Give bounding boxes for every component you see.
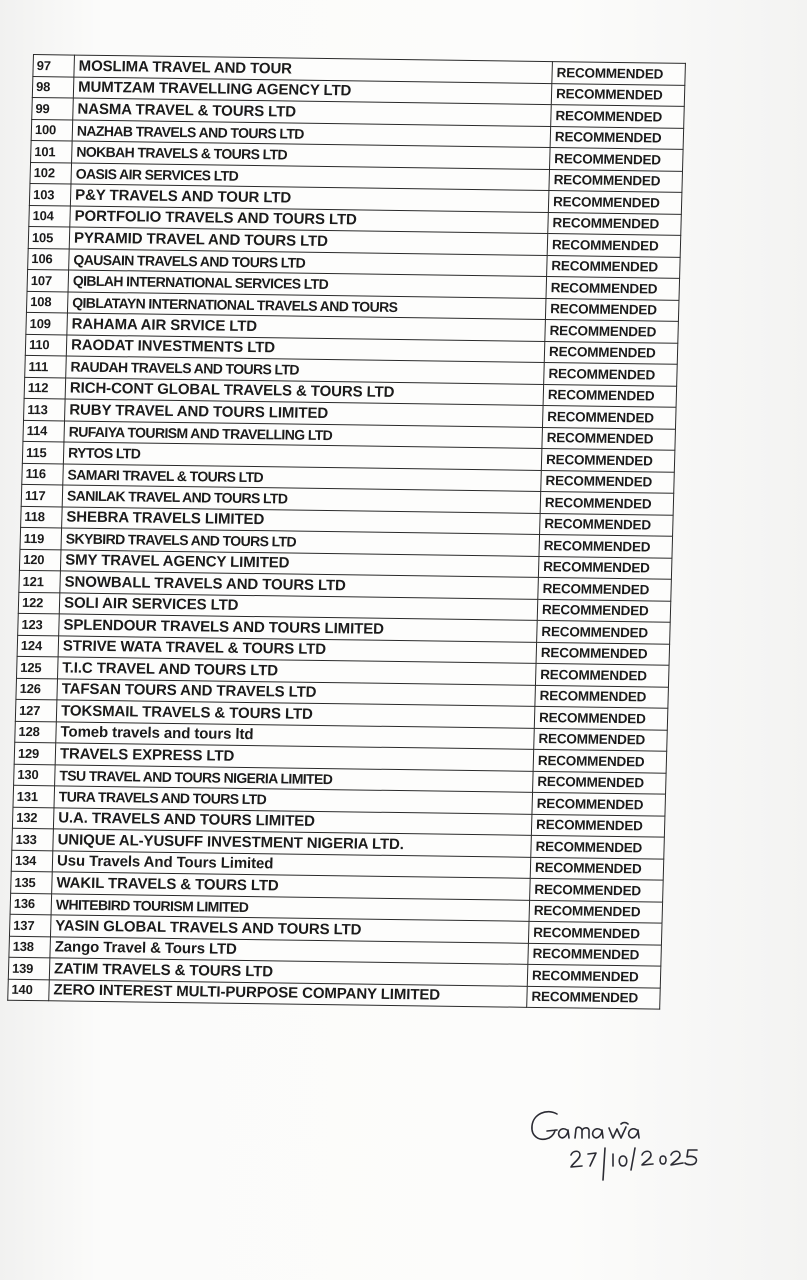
row-number-cell: 98 — [32, 76, 74, 98]
agency-name-cell: Tomeb travels and tours ltd — [56, 721, 535, 749]
agency-name-cell: RUFAIYA TOURISM AND TRAVELLING LTD — [64, 420, 543, 448]
agency-name-cell: TSU TRAVEL AND TOURS NIGERIA LIMITED — [55, 764, 534, 792]
row-number-cell: 133 — [12, 828, 54, 850]
status-cell: RECOMMENDED — [540, 491, 674, 514]
status-cell: RECOMMENDED — [551, 105, 685, 128]
agency-name-cell: TOKSMAIL TRAVELS & TOURS LTD — [56, 700, 535, 728]
status-cell: RECOMMENDED — [533, 771, 667, 794]
row-number-cell: 104 — [29, 205, 71, 227]
status-cell: RECOMMENDED — [534, 706, 668, 729]
status-cell: RECOMMENDED — [547, 234, 681, 257]
agency-name-cell: P&Y TRAVELS AND TOUR LTD — [70, 184, 549, 212]
status-cell: RECOMMENDED — [551, 83, 685, 106]
status-cell: RECOMMENDED — [536, 642, 670, 665]
status-cell: RECOMMENDED — [549, 169, 683, 192]
row-number-cell: 108 — [26, 291, 68, 313]
status-cell: RECOMMENDED — [548, 191, 682, 214]
status-cell: RECOMMENDED — [552, 62, 686, 85]
row-number-cell: 112 — [24, 377, 66, 399]
status-cell: RECOMMENDED — [529, 900, 663, 923]
agency-name-cell: U.A. TRAVELS AND TOURS LIMITED — [53, 807, 532, 835]
agency-name-cell: RAODAT INVESTMENTS LTD — [66, 334, 545, 362]
agency-name-cell: SKYBIRD TRAVELS AND TOURS LTD — [61, 528, 540, 556]
row-number-cell: 128 — [15, 721, 57, 743]
status-cell: RECOMMENDED — [527, 964, 661, 987]
agency-name-cell: ZERO INTEREST MULTI-PURPOSE COMPANY LIMITED — [49, 979, 528, 1007]
agency-name-cell: RYTOS LTD — [63, 442, 542, 470]
row-number-cell: 123 — [18, 613, 60, 635]
status-cell: RECOMMENDED — [535, 663, 669, 686]
handwritten-signature — [525, 1100, 755, 1190]
row-number-cell: 114 — [23, 420, 65, 442]
status-cell: RECOMMENDED — [537, 599, 671, 622]
status-cell: RECOMMENDED — [528, 921, 662, 944]
row-number-cell: 116 — [22, 463, 64, 485]
agency-name-cell: STRIVE WATA TRAVEL & TOURS LTD — [58, 635, 537, 663]
row-number-cell: 140 — [8, 979, 50, 1001]
row-number-cell: 97 — [33, 55, 75, 77]
status-cell: RECOMMENDED — [544, 341, 678, 364]
row-number-cell: 137 — [9, 914, 51, 936]
row-number-cell: 122 — [18, 592, 60, 614]
signature-drawing — [525, 1100, 755, 1190]
status-cell: RECOMMENDED — [528, 943, 662, 966]
row-number-cell: 132 — [12, 807, 54, 829]
row-number-cell: 100 — [31, 119, 73, 141]
row-number-cell: 106 — [28, 248, 70, 270]
status-cell: RECOMMENDED — [531, 814, 665, 837]
agency-name-cell: ZATIM TRAVELS & TOURS LTD — [49, 958, 528, 986]
row-number-cell: 135 — [11, 871, 53, 893]
agency-name-cell: RAHAMA AIR SRVICE LTD — [67, 313, 546, 341]
status-cell: RECOMMENDED — [531, 835, 665, 858]
status-cell: RECOMMENDED — [538, 556, 672, 579]
agency-name-cell: RICH-CONT GLOBAL TRAVELS & TOURS LTD — [65, 377, 544, 405]
status-cell: RECOMMENDED — [548, 212, 682, 235]
status-cell: RECOMMENDED — [543, 384, 677, 407]
status-cell: RECOMMENDED — [546, 277, 680, 300]
status-cell: RECOMMENDED — [530, 878, 664, 901]
agency-name-cell: NASMA TRAVEL & TOURS LTD — [73, 98, 552, 126]
row-number-cell: 131 — [13, 785, 55, 807]
status-cell: RECOMMENDED — [541, 470, 675, 493]
status-cell: RECOMMENDED — [534, 728, 668, 751]
row-number-cell: 105 — [28, 226, 70, 248]
agency-name-cell: SNOWBALL TRAVELS AND TOURS LTD — [60, 571, 539, 599]
row-number-cell: 110 — [25, 334, 67, 356]
agency-name-cell: QIBLATAYN INTERNATIONAL TRAVELS AND TOURS — [67, 291, 546, 319]
row-number-cell: 129 — [14, 742, 56, 764]
row-number-cell: 109 — [26, 312, 68, 334]
agency-name-cell: YASIN GLOBAL TRAVELS AND TOURS LTD — [50, 915, 529, 943]
agency-name-cell: PYRAMID TRAVEL AND TOURS LTD — [69, 227, 548, 255]
row-number-cell: 127 — [15, 699, 57, 721]
table-body — [8, 55, 686, 1010]
agency-name-cell: SOLI AIR SERVICES LTD — [59, 592, 538, 620]
row-number-cell: 101 — [31, 140, 73, 162]
agency-name-cell: SPLENDOUR TRAVELS AND TOURS LIMITED — [59, 614, 538, 642]
status-cell: RECOMMENDED — [535, 685, 669, 708]
row-number-cell: 125 — [17, 656, 59, 678]
agency-name-cell: T.I.C TRAVEL AND TOURS LTD — [58, 657, 537, 685]
agency-name-cell: UNIQUE AL-YUSUFF INVESTMENT NIGERIA LTD. — [53, 829, 532, 857]
status-cell: RECOMMENDED — [533, 749, 667, 772]
agency-name-cell: QAUSAIN TRAVELS AND TOURS LTD — [69, 249, 548, 277]
agency-name-cell: SAMARI TRAVEL & TOURS LTD — [63, 463, 542, 491]
agency-name-cell: RUBY TRAVEL AND TOURS LIMITED — [65, 399, 544, 427]
status-cell: RECOMMENDED — [538, 577, 672, 600]
row-number-cell: 119 — [20, 527, 62, 549]
agency-name-cell: SHEBRA TRAVELS LIMITED — [62, 506, 541, 534]
status-cell: RECOMMENDED — [550, 126, 684, 149]
row-number-cell: 118 — [21, 506, 63, 528]
status-cell: RECOMMENDED — [539, 534, 673, 557]
status-cell: RECOMMENDED — [545, 320, 679, 343]
agency-name-cell: TRAVELS EXPRESS LTD — [55, 743, 534, 771]
agency-name-cell: MUMTZAM TRAVELLING AGENCY LTD — [73, 77, 552, 105]
agency-name-cell: NOKBAH TRAVELS & TOURS LTD — [72, 141, 551, 169]
row-number-cell: 139 — [8, 957, 50, 979]
status-cell: RECOMMENDED — [545, 298, 679, 321]
row-number-cell: 103 — [29, 183, 71, 205]
agency-name-cell: MOSLIMA TRAVEL AND TOUR — [74, 55, 553, 83]
agency-name-cell: RAUDAH TRAVELS AND TOURS LTD — [66, 356, 545, 384]
agency-name-cell: NAZHAB TRAVELS AND TOURS LTD — [72, 120, 551, 148]
agency-name-cell: SANILAK TRAVEL AND TOURS LTD — [62, 485, 541, 513]
row-number-cell: 111 — [25, 355, 67, 377]
row-number-cell: 113 — [24, 398, 66, 420]
agency-name-cell: Usu Travels And Tours Limited — [52, 850, 531, 878]
row-number-cell: 124 — [17, 635, 59, 657]
row-number-cell: 130 — [14, 764, 56, 786]
row-number-cell: 126 — [16, 678, 58, 700]
agency-name-cell: TURA TRAVELS AND TOURS LTD — [54, 786, 533, 814]
agency-name-cell: SMY TRAVEL AGENCY LIMITED — [60, 549, 539, 577]
status-cell: RECOMMENDED — [547, 255, 681, 278]
status-cell: RECOMMENDED — [537, 620, 671, 643]
agency-name-cell: WHITEBIRD TOURISM LIMITED — [51, 893, 530, 921]
row-number-cell: 120 — [19, 549, 61, 571]
status-cell: RECOMMENDED — [540, 513, 674, 536]
status-cell: RECOMMENDED — [530, 857, 664, 880]
status-cell: RECOMMENDED — [544, 362, 678, 385]
status-cell: RECOMMENDED — [542, 427, 676, 450]
agency-name-cell: OASIS AIR SERVICES LTD — [71, 163, 550, 191]
row-number-cell: 121 — [19, 570, 61, 592]
agency-name-cell: PORTFOLIO TRAVELS AND TOURS LTD — [70, 206, 549, 234]
status-cell: RECOMMENDED — [550, 148, 684, 171]
recommended-agencies-table — [7, 54, 686, 1010]
agency-name-cell: TAFSAN TOURS AND TRAVELS LTD — [57, 678, 536, 706]
row-number-cell: 102 — [30, 162, 72, 184]
row-number-cell: 107 — [27, 269, 69, 291]
status-cell: RECOMMENDED — [541, 448, 675, 471]
row-number-cell: 117 — [21, 484, 63, 506]
status-cell: RECOMMENDED — [532, 792, 666, 815]
status-cell: RECOMMENDED — [527, 986, 661, 1009]
recommended-agencies-table-wrapper — [7, 54, 685, 1010]
agency-name-cell: QIBLAH INTERNATIONAL SERVICES LTD — [68, 270, 547, 298]
agency-name-cell: WAKIL TRAVELS & TOURS LTD — [52, 872, 531, 900]
agency-name-cell: Zango Travel & Tours LTD — [50, 936, 529, 964]
row-number-cell: 115 — [22, 441, 64, 463]
row-number-cell: 134 — [11, 850, 53, 872]
row-number-cell: 136 — [10, 893, 52, 915]
row-number-cell: 138 — [9, 936, 51, 958]
row-number-cell: 99 — [32, 97, 74, 119]
status-cell: RECOMMENDED — [542, 405, 676, 428]
